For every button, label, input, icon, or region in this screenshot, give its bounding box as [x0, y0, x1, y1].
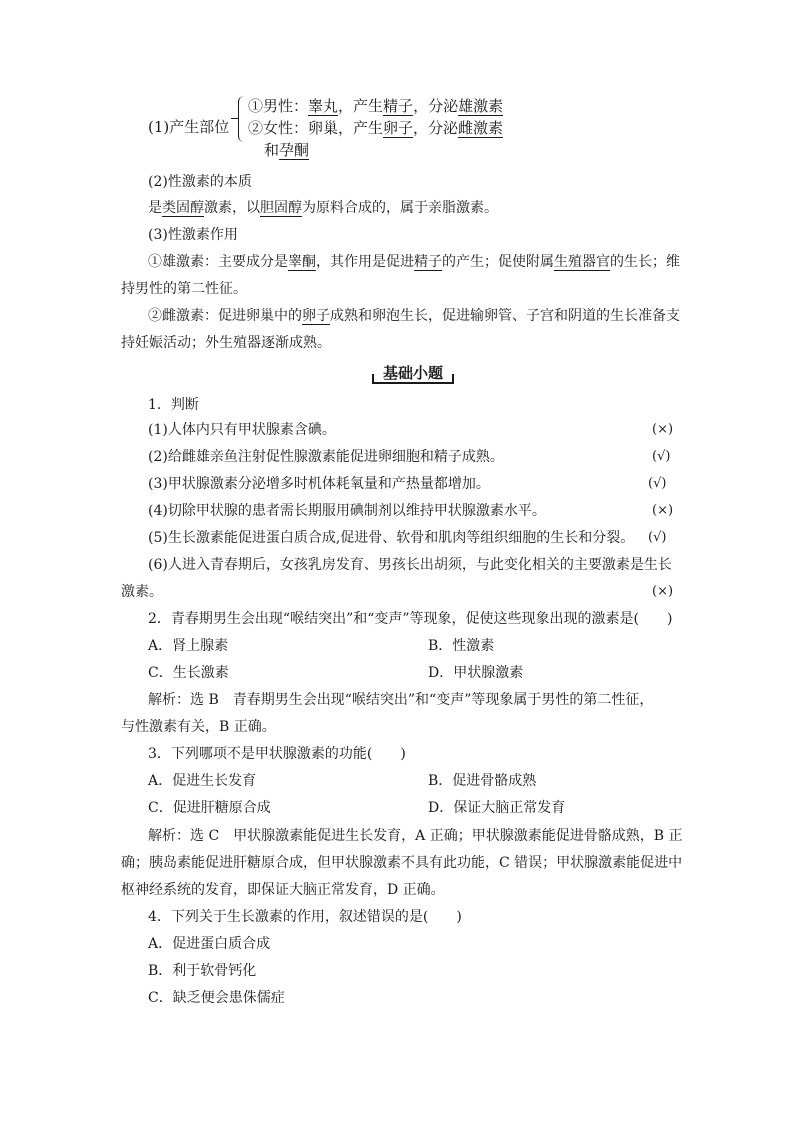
q3-analysis-line3: 枢神经系统的发育，即保证大脑正常发育，D 正确。: [121, 882, 445, 898]
q1-mark-1: (×): [652, 422, 674, 437]
q2-option-b: B．性激素: [428, 638, 495, 654]
q1-item-5: (5)生长激素能促进蛋白质合成,促进骨、软骨和肌肉等组织细胞的生长和分裂。: [148, 530, 635, 546]
q1-item-1: (1)人体内只有甲状腺素含碘。: [148, 422, 336, 438]
nature-text: 是类固醇激素，以胆固醇为原料合成的，属于亲脂激素。: [148, 200, 498, 216]
q2-stem: 2．青春期男生会出现“喉结突出”和“变声”等现象，促使这些现象出现的激素是( ): [148, 611, 673, 627]
effect-male-line1: ①雄激素：主要成分是睾酮，其作用是促进精子的产生；促使附属生殖器官的生长；维: [148, 254, 680, 270]
q3-option-b: B．促进骨骼成熟: [428, 773, 537, 789]
q1-item-3: (3)甲状腺激素分泌增多时机体耗氧量和产热量都增加。: [148, 476, 490, 492]
q3-option-d: D．保证大脑正常发育: [428, 800, 566, 816]
q1-item-6-line1: (6)人进入青春期后，女孩乳房发育、男孩长出胡须，与此变化相关的主要激素是生长: [148, 557, 672, 573]
q1-item-6-line2: 激素。: [121, 584, 163, 600]
origin-female: ②女性：卵巢，产生卵子，分泌雌激素: [248, 119, 504, 137]
effect-male-line2: 持男性的第二性征。: [121, 281, 247, 297]
q1-item-2: (2)给雌雄亲鱼注射促性腺激素能促进卵细胞和精子成熟。: [148, 449, 504, 465]
origin-label: (1)产生部位: [148, 118, 230, 136]
q1-mark-4: (×): [652, 503, 674, 518]
q2-option-d: D．甲状腺激素: [428, 665, 524, 681]
brace-tick: [231, 118, 238, 119]
q3-stem: 3．下列哪项不是甲状腺激素的功能( ): [148, 746, 406, 762]
q3-analysis-line2: 确；胰岛素能促进肝糖原合成，但甲状腺激素不具有此功能，C 错误；甲状腺激素能促进中: [121, 855, 683, 871]
origin-male: ①男性：睾丸，产生精子，分泌雄激素: [248, 97, 504, 115]
q4-stem: 4．下列关于生长激素的作用，叙述错误的是( ): [148, 909, 462, 925]
brace: [238, 96, 247, 142]
effect-female-line1: ②雌激素：促进卵巢中的卵子成熟和卵泡生长，促进输卵管、子宫和阴道的生长准备支: [148, 308, 680, 324]
q2-analysis-line1: 解析：选 B 青春期男生会出现“喉结突出”和“变声”等现象属于男性的第二性征，: [148, 692, 654, 708]
q1-mark-3: (√): [648, 476, 667, 491]
q4-option-b: B．利于软骨钙化: [148, 963, 257, 979]
q4-option-c: C．缺乏便会患侏儒症: [148, 990, 285, 1006]
q2-option-c: C．生长激素: [148, 665, 229, 681]
origin-female-cont: 和孕酮: [264, 141, 310, 159]
section-title: 基础小题: [372, 362, 454, 384]
q1-item-4: (4)切除甲状腺的患者需长期服用碘制剂以维持甲状腺激素水平。: [148, 503, 546, 519]
q3-option-a: A．促进生长发育: [148, 773, 257, 789]
q3-analysis-line1: 解析：选 C 甲状腺激素能促进生长发育，A 正确；甲状腺激素能促进骨骼成熟，B 正: [148, 828, 683, 844]
q2-analysis-line2: 与性激素有关，B 正确。: [121, 719, 276, 735]
q1-mark-2: (√): [652, 449, 671, 464]
effect-title: (3)性激素作用: [148, 227, 238, 243]
q2-option-a: A．肾上腺素: [148, 638, 229, 654]
q1-mark-5: (√): [648, 530, 667, 545]
effect-female-line2: 持妊娠活动；外生殖器逐渐成熟。: [121, 335, 331, 351]
q1-stem: 1．判断: [148, 397, 199, 413]
q3-option-c: C．促进肝糖原合成: [148, 800, 271, 816]
nature-title: (2)性激素的本质: [148, 174, 252, 190]
q4-option-a: A．促进蛋白质合成: [148, 936, 271, 952]
q1-mark-6: (×): [652, 584, 674, 599]
